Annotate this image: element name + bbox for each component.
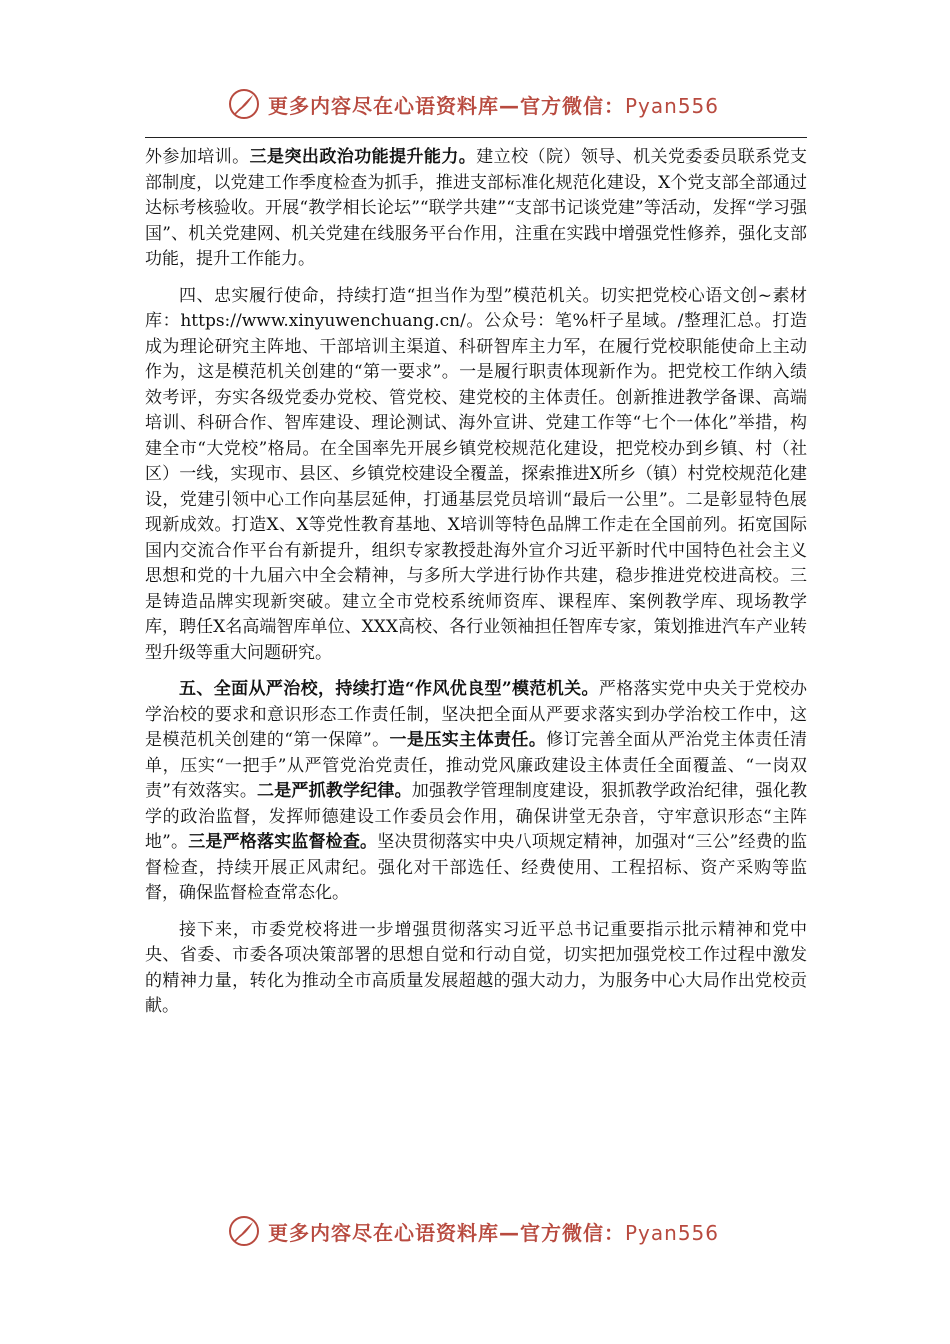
footer-brand xyxy=(228,1211,748,1251)
paragraph-text: 严格落实党中央关于党校办学治校的要求和意识形态工作责任制，坚决把全面从严要求落实到办学治校工作中，这是模范机关创建的“第一保障”。 xyxy=(145,679,807,750)
header-brand-text: 更多内容尽在心语资料库—官方微信：Pyan556 xyxy=(268,93,720,118)
footer-brand-text: 更多内容尽在心语资料库—官方微信：Pyan556 xyxy=(268,1220,720,1245)
paragraph-text: 修订完善全面从严治党主体责任清单，压实“一把手”从严管党治党责任，推动党风廉政建设主体责任全面覆盖、“一岗双责”有效落实。 xyxy=(145,730,808,801)
paragraph-text: 坚决贯彻落实中央八项规定精神，加强对“三公”经费的监督检查，持续开展正风肃纪。强化对干部选任、经费使用、工程招标、资产采购等监督，确保监督检查常态化。 xyxy=(145,832,807,903)
feather-logo-icon xyxy=(228,88,260,120)
paragraph-text: 外参加培训。 xyxy=(145,147,250,167)
header-divider xyxy=(145,137,807,138)
feather-logo-icon xyxy=(228,1215,260,1247)
paragraph-text: 接下来，市委党校将进一步增强贯彻落实习近平总书记重要指示批示精神和党中央、省委、市委各项决策部署的思想自觉和行动自觉，切实把加强党校工作过程中激发的精神力量，转化为推动全市高质量发展超越的强大动力，为服务中心大局作出党校贡献。 xyxy=(145,919,807,1016)
document-body xyxy=(145,145,807,1031)
bold-heading-text: 三是突出政治功能提升能力。 xyxy=(249,147,477,167)
paragraph-text: 加强教学管理制度建设，狠抓教学政治纪律，强化教学的政治监督，发挥师德建设工作委员会作用，确保讲堂无杂音，守牢意识形态“主阵地”。 xyxy=(145,781,808,852)
bold-heading-text: 五、全面从严治校，持续打造“作风优良型”模范机关。 xyxy=(179,679,599,699)
bold-heading-text: 二是严抓教学纪律。 xyxy=(257,781,412,801)
paragraph xyxy=(145,145,807,273)
paragraph xyxy=(145,677,807,907)
bold-heading-text: 一是压实主体责任。 xyxy=(389,730,547,750)
paragraph-text: 四、忠实履行使命，持续打造“担当作为型”模范机关。切实把党校心语文创~素材库：https://www.xinyuwenchuang.cn/。公众号：笔%杆子星域。/整理汇总。打造成为理论研究主阵地、干部培训主渠道、科研智库主力军，在履行党校职能使命上主动作为，这是模范机关创建的“第一要求”。一是履行职责体现新作为。把党校工作纳入绩效考评，夯实各级党委办党校、管党校、建党校的主体责任。创新推进教学备课、高端培训、科研合作、智库建设、理论测试、海外宣讲、党建工作等“七个一体化”举措，构建全市“大党校”格局。在全国率先开展乡镇党校规范化建设，把党校办到乡镇、村（社区）一线，实现市、县区、乡镇党校建设全覆盖，探索推进X所乡（镇）村党校规范化建设，党建引领中心工作向基层延伸，打通基层党员培训“最后一公里”。二是彰显特色展现新成效。打造X、X等党性教育基地、X培训等特色品牌工作走在全国前列。拓宽国际国内交流合作平台有新提升，组织专家教授赴海外宣介习近平新时代中国特色社会主义思想和党的十九届六中全会精神，与多所大学进行协作共建，稳步推进党校进高校。三是铸造品牌实现新突破。建立全市党校系统师资库、课程库、案例教学库、现场教学库，聘任X名高端智库单位、XXX高校、各行业领袖担任智库专家，策划推进汽车产业转型升级等重大问题研究。 xyxy=(145,285,807,663)
bold-heading-text: 三是严格落实监督检查。 xyxy=(188,832,378,852)
paragraph xyxy=(145,284,807,667)
paragraph-text: 建立校（院）领导、机关党委委员联系党支部制度，以党建工作季度检查为抓手，推进支部标准化规范化建设，X个党支部全部通过达标考核验收。开展“教学相长论坛”“联学共建”“支部书记谈党建”等活动，发挥“学习强国”、机关党建网、机关党建在线服务平台作用，注重在实践中增强党性修养，强化支部功能，提升工作能力。 xyxy=(145,147,808,269)
paragraph xyxy=(145,918,807,1020)
header-brand xyxy=(228,84,748,124)
